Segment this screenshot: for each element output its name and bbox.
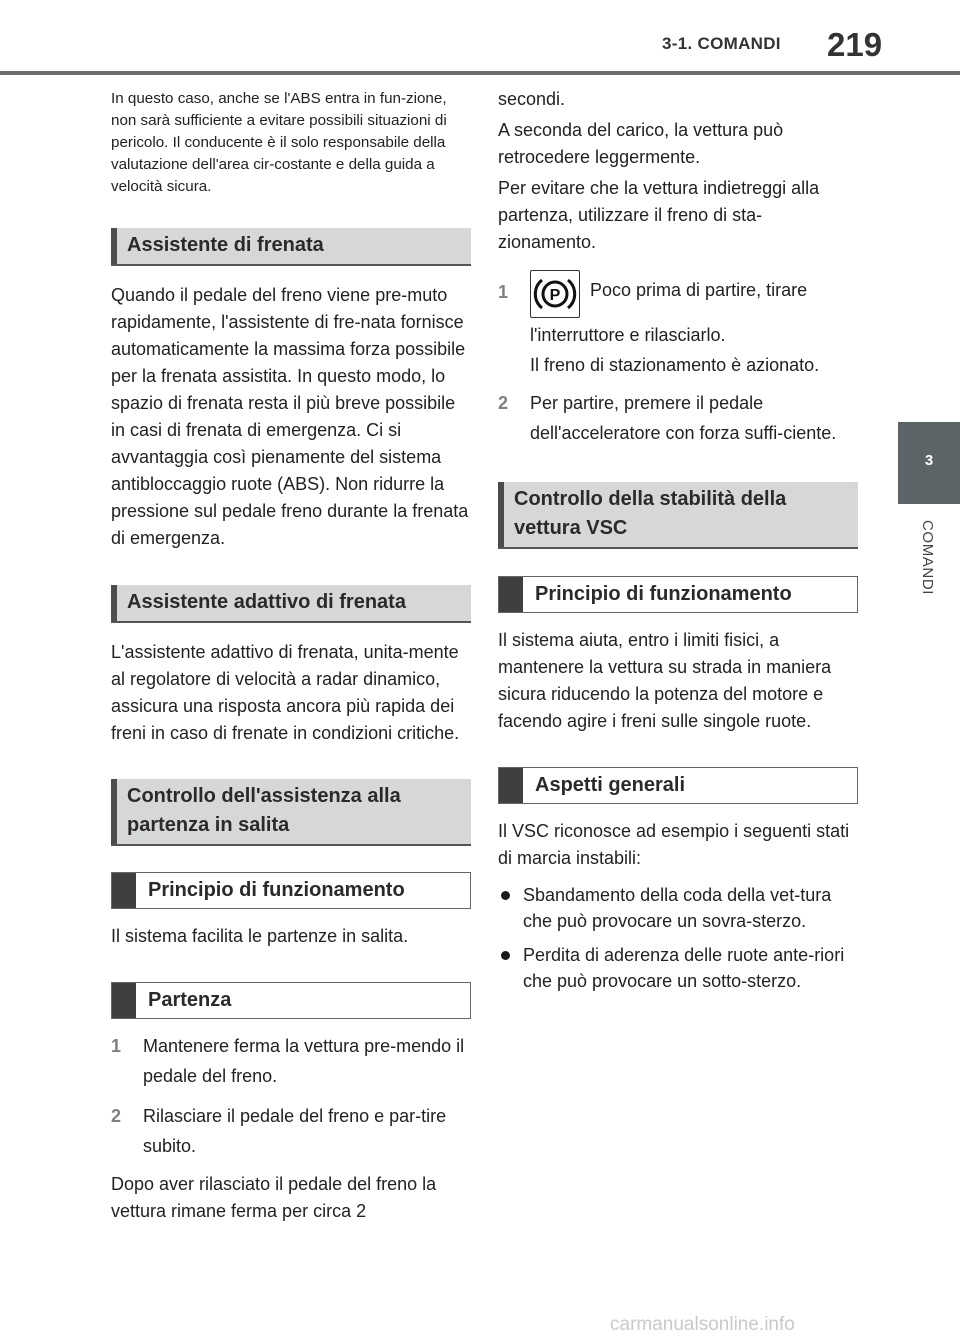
parking-brake-icon [530, 270, 580, 318]
avoid-rollback-paragraph: Per evitare che la vettura indietreggi alla partenza, utilizzare il freno di sta-zionamento. [498, 178, 820, 252]
departure-step-2 [111, 1101, 471, 1161]
parking-step-2 [498, 388, 858, 448]
svg-text:P: P [549, 287, 561, 304]
chapter-tab-number: 3 [924, 452, 934, 469]
after-release-paragraph: Dopo aver rilasciato il pedale del freno la vettura rimane ferma per circa 2 [111, 1174, 437, 1221]
heading-adaptive-brake-assist-text: Assistente adattivo di frenata [127, 591, 406, 613]
parking-step-text-b: l'interruttore e rilasciarlo. [530, 325, 726, 345]
parking-step-1 [498, 270, 858, 380]
heading-vsc-text: Controllo della stabilità della vettura VSC [514, 488, 787, 539]
left-column [111, 88, 471, 1225]
parking-step-text-c: Il freno di stazionamento è azionato. [530, 355, 820, 375]
footer-watermark: carmanualsonline.info [610, 1314, 795, 1335]
vsc-principle-paragraph: Il sistema aiuta, entro i limiti fisici, a mantenere la vettura su strada in maniera sicura riducendo la potenza del motore e facendo agire i freni sulle singole ruote. [498, 630, 832, 731]
heading-hill-start-text: Controllo dell'assistenza alla partenza in salita [127, 785, 401, 836]
heading-general [498, 767, 858, 804]
section-label: 3-1. COMANDI [662, 34, 781, 53]
bullet-dot-icon [501, 951, 510, 960]
heading-brake-assist-text: Assistente di frenata [127, 234, 324, 256]
adaptive-brake-assist-paragraph: L'assistente adattivo di frenata, unita-mente al regolatore di velocità a radar dinamico, assicura una risposta ancora più rapida dei freni in caso di frenate in condizioni critiche. [111, 642, 460, 743]
heading-brake-assist [111, 228, 471, 266]
page-number: 219 [827, 26, 883, 63]
step-number: 2 [111, 1106, 122, 1126]
step-text: Per partire, premere il pedale dell'acceleratore con forza suffi-ciente. [530, 393, 837, 443]
bullet-item [498, 942, 858, 994]
right-column [498, 86, 858, 994]
step-number: 2 [498, 393, 509, 413]
bullet-item [498, 882, 858, 934]
header-rule [0, 71, 960, 75]
step-text: Rilasciare il pedale del freno e par-tire subito. [143, 1106, 447, 1156]
principle-paragraph: Il sistema facilita le partenze in salita. [111, 926, 409, 946]
heading-general-text: Aspetti generali [535, 774, 686, 796]
heading-principle-text: Principio di funzionamento [148, 879, 405, 901]
departure-step-1 [111, 1031, 471, 1091]
heading-vsc [498, 482, 858, 549]
continued-paragraph: secondi. [498, 89, 566, 109]
step-text: Mantenere ferma la vettura pre-mendo il pedale del freno. [143, 1036, 465, 1086]
bullet-text: Perdita di aderenza delle ruote ante-riori che può provocare un sotto-sterzo. [523, 945, 845, 991]
parking-step-text-a: Poco prima di partire, tirare [590, 280, 808, 300]
heading-vsc-principle [498, 576, 858, 613]
chapter-tab [898, 422, 960, 504]
heading-hill-start [111, 779, 471, 846]
heading-adaptive-brake-assist [111, 585, 471, 623]
load-paragraph: A seconda del carico, la vettura può retrocedere leggermente. [498, 120, 784, 167]
heading-principle [111, 872, 471, 909]
brake-assist-paragraph: Quando il pedale del freno viene pre-muto rapidamente, l'assistente di fre-nata fornisce automaticamente la massima forza possibile per la frenata assistita. In questo modo, lo spazio di frenata resta il più breve possibile in casi di frenata di emergenza. Ci si avvantaggia così pienamente del sistema antibloccaggio ruote (ABS). Non ridurre la pressione sul pedale freno durante la frenata di emergenza. [111, 285, 469, 548]
step-number: 1 [111, 1036, 122, 1056]
bullet-dot-icon [501, 891, 510, 900]
intro-paragraph: In questo caso, anche se l'ABS entra in fun-zione, non sarà sufficiente a evitare possibili situazioni di pericolo. Il conducente è il solo responsabile della valutazione dell'area cir-costante e della guida a velocità sicura. [111, 90, 447, 195]
heading-departure-text: Partenza [148, 989, 232, 1011]
general-paragraph: Il VSC riconosce ad esempio i seguenti stati di marcia instabili: [498, 821, 850, 868]
bullet-text: Sbandamento della coda della vet-tura che può provocare un sovra-sterzo. [523, 885, 832, 931]
step-number: 1 [498, 282, 509, 302]
chapter-tab-label: COMANDI [919, 520, 936, 596]
heading-vsc-principle-text: Principio di funzionamento [535, 583, 792, 605]
heading-departure [111, 982, 471, 1019]
